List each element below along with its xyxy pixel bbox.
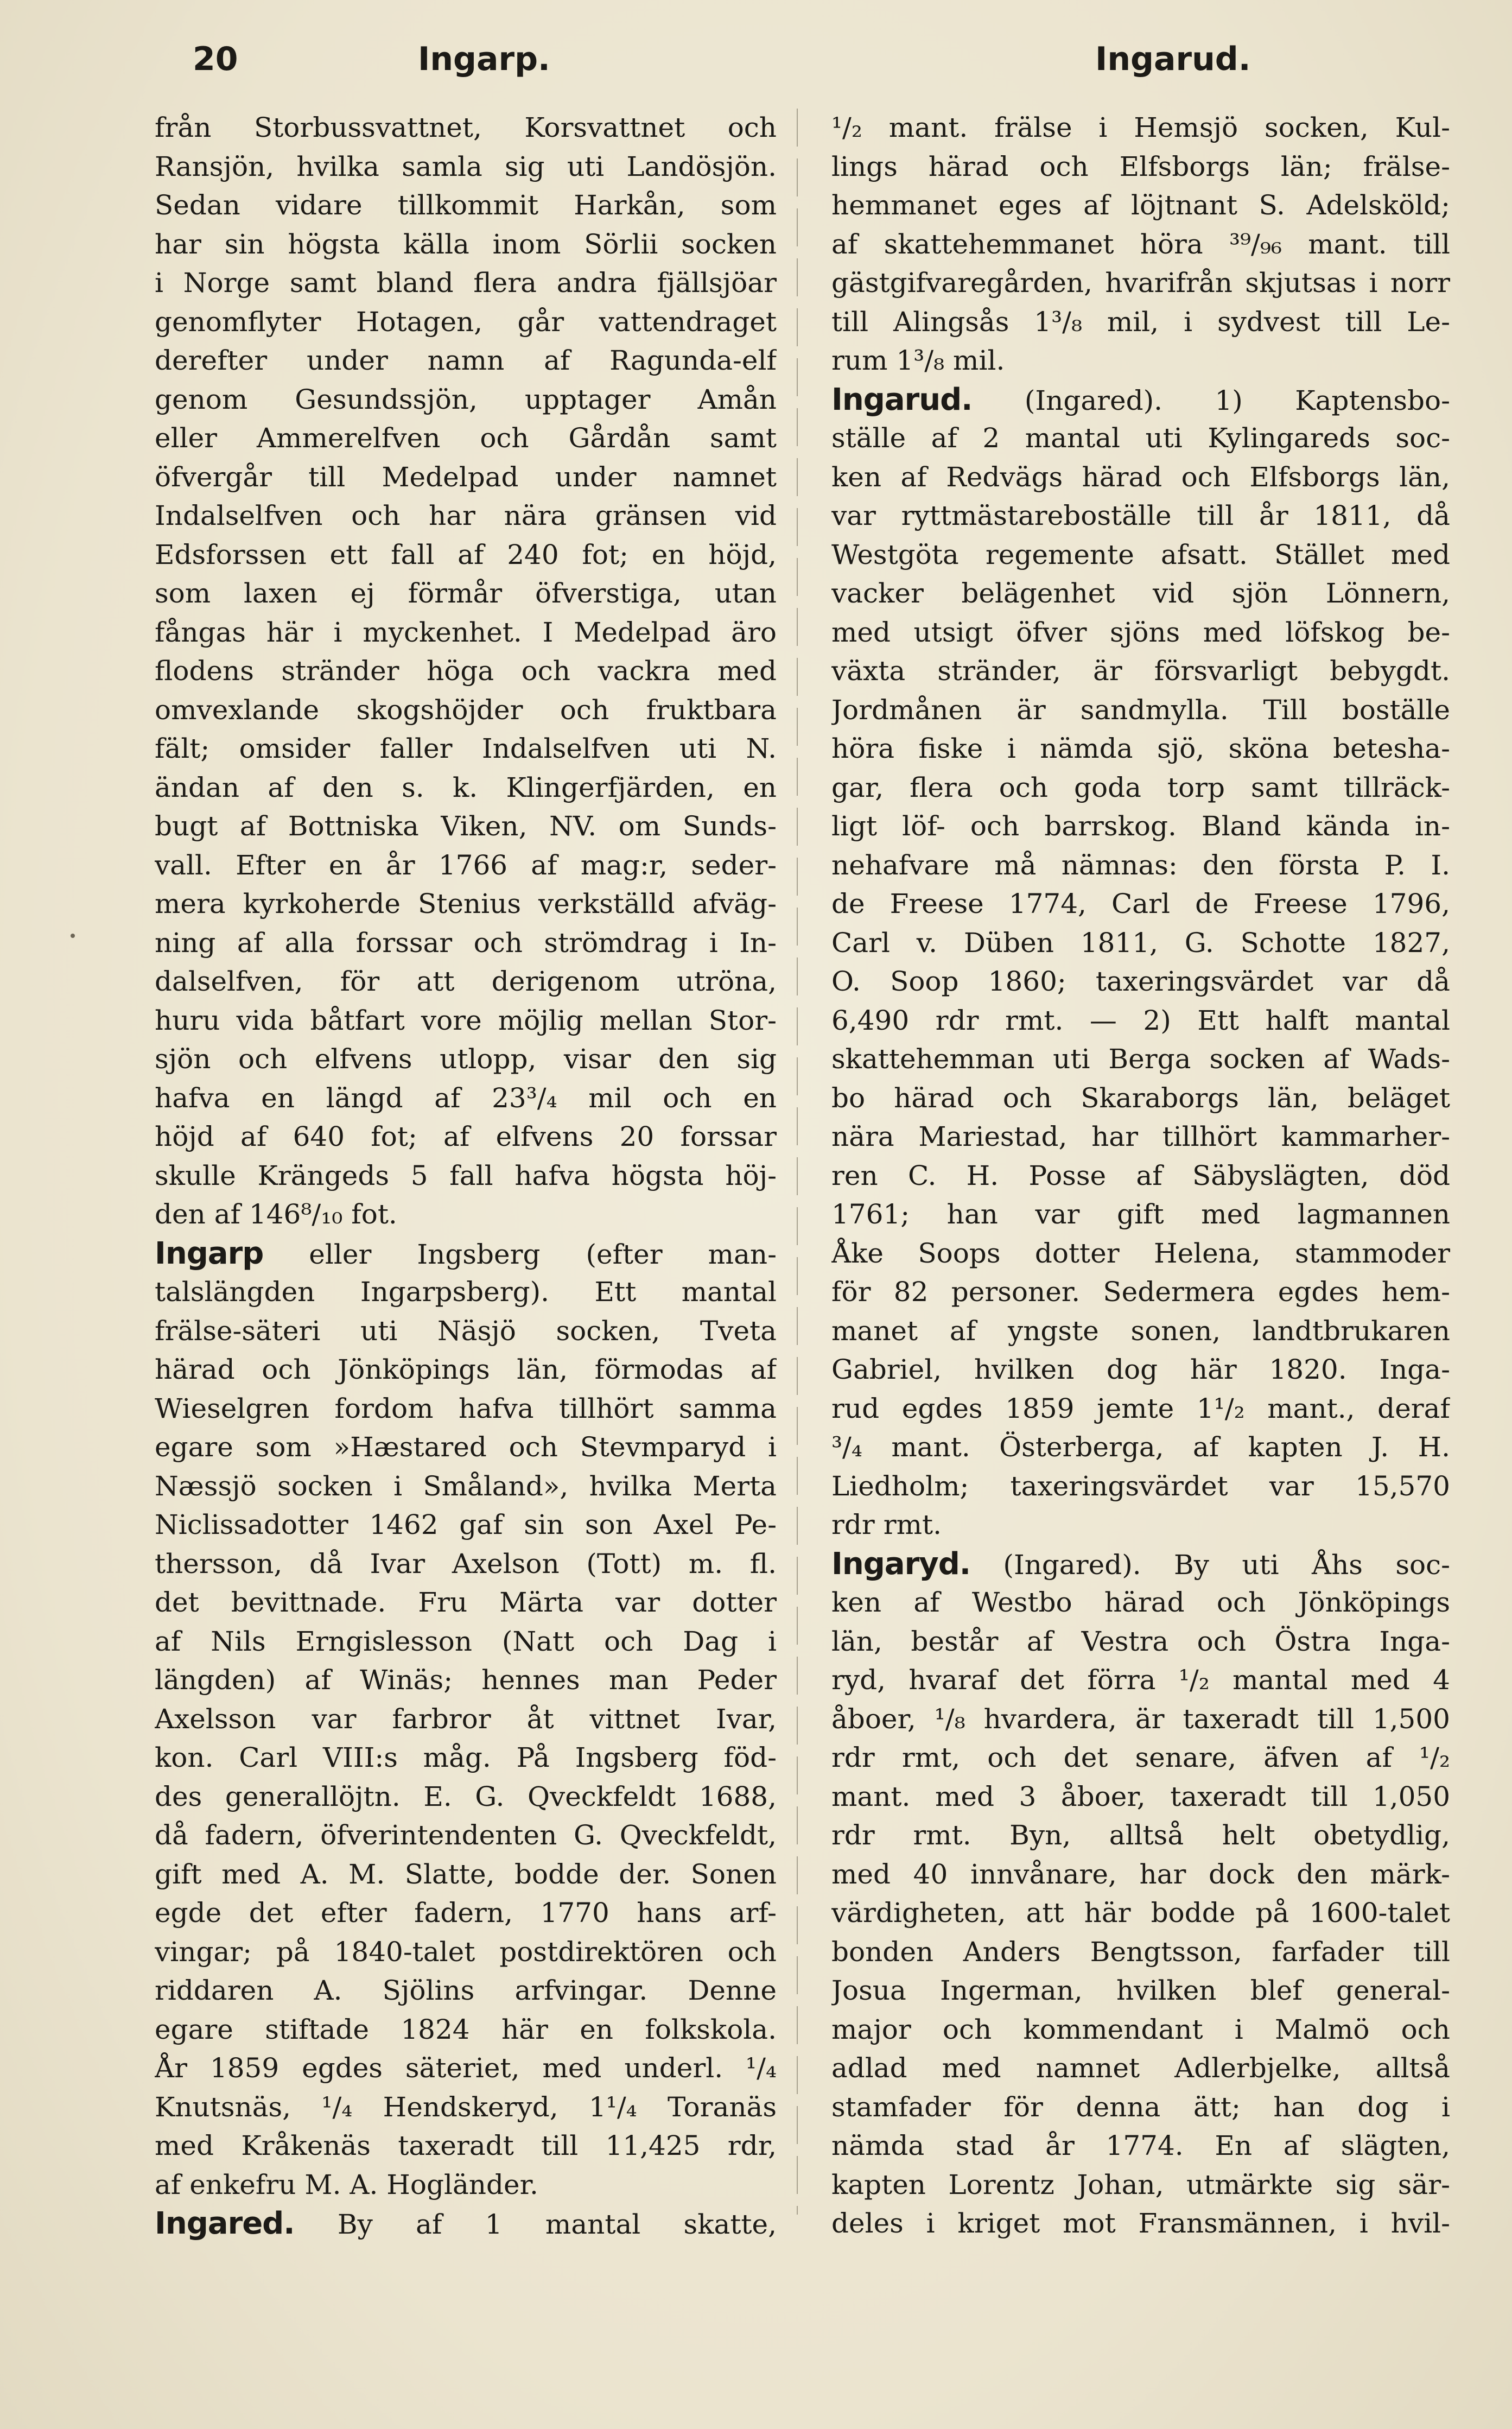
text-line: af enkefru M. A. Hogländer. — [155, 2168, 538, 2200]
text-line: nehafvare må nämnas: den första P. I. — [831, 849, 1450, 881]
text-line: O. Soop 1860; taxeringsvärdet var då — [831, 966, 1450, 997]
text-line: rdr rmt, och det senare, äfven af ¹/₂ — [831, 1742, 1450, 1773]
text-line: från Storbussvattnet, Korsvattnet och — [155, 112, 777, 143]
text-line: Ransjön, hvilka samla sig uti Landösjön. — [155, 150, 777, 182]
text-line: egare stiftade 1824 här en folkskola. — [155, 2013, 777, 2045]
text-line: hafva en längd af 23³/₄ mil och en — [155, 1082, 777, 1114]
text-line: öfvergår till Medelpad under namnet — [155, 461, 777, 493]
text-line: Carl v. Düben 1811, G. Schotte 1827, — [831, 927, 1450, 959]
text-line: omvexlande skogshöjder och fruktbara — [155, 694, 777, 726]
text-line: Westgöta regemente afsatt. Stället med — [831, 538, 1450, 570]
text-line: åboer, ¹/₈ hvardera, är taxeradt till 1,500 — [831, 1703, 1450, 1735]
text-line: bo härad och Skaraborgs län, beläget — [831, 1082, 1450, 1114]
text-line: för 82 personer. Sedermera egdes hem- — [831, 1276, 1450, 1308]
text-line: huru vida båtfart vore möjlig mellan Stor- — [155, 1004, 777, 1036]
text-line: Axelsson var farbror åt vittnet Ivar, — [155, 1703, 777, 1735]
text-line: deles i kriget mot Fransmännen, i hvil- — [831, 2208, 1450, 2239]
text-line: ken af Redvägs härad och Elfsborgs län, — [831, 461, 1450, 493]
text-line: adlad med namnet Adlerbjelke, alltså — [831, 2052, 1450, 2084]
headword: Ingared. — [155, 2206, 295, 2241]
text-line: höra fiske i nämda sjö, sköna betesha- — [831, 733, 1450, 764]
headword: Ingaryd. — [831, 1546, 971, 1582]
text-line: Jordmånen är sandmylla. Till boställe — [831, 694, 1450, 726]
text-line: derefter under namn af Ragunda-elf — [155, 345, 777, 376]
text-line: höjd af 640 fot; af elfvens 20 forssar — [155, 1121, 777, 1152]
running-header — [0, 34, 1512, 88]
text-line: då fadern, öfverintendenten G. Qveckfeldt, — [155, 1819, 777, 1851]
text-line: gästgifvaregården, hvarifrån skjutsas i norr — [831, 267, 1450, 299]
text-line: Ingarud. (Ingared). 1) Kaptensbo- — [831, 382, 1450, 417]
text-line: genom Gesundssjön, upptager Amån — [155, 383, 777, 415]
text-line: gar, flera och goda torp samt tillräck- — [831, 771, 1450, 803]
text-line: Knutsnäs, ¹/₄ Hendskeryd, 1¹/₄ Toranäs — [155, 2091, 777, 2123]
text-line: var ryttmästareboställe till år 1811, då — [831, 500, 1450, 531]
text-line: ligt löf- och barrskog. Bland kända in- — [831, 810, 1450, 842]
text-line: som laxen ej förmår öfverstiga, utan — [155, 578, 777, 609]
text-line: genomflyter Hotagen, går vattendraget — [155, 306, 777, 338]
text-line: stamfader för denna ätt; han dog i — [831, 2091, 1450, 2123]
text-line: rud egdes 1859 jemte 1¹/₂ mant., deraf — [831, 1392, 1450, 1424]
text-line: vall. Efter en år 1766 af mag:r, seder- — [155, 849, 777, 881]
text-line: härad och Jönköpings län, förmodas af — [155, 1354, 777, 1385]
text-line: 6,490 rdr rmt. — 2) Ett halft mantal — [831, 1004, 1450, 1036]
text-line: ken af Westbo härad och Jönköpings — [831, 1587, 1450, 1618]
text-line: dalselfven, för att derigenom utröna, — [155, 966, 777, 997]
text-line: ändan af den s. k. Klingerfjärden, en — [155, 771, 777, 803]
text-line: Edsforssen ett fall af 240 fot; en höjd, — [155, 538, 777, 570]
text-line: flodens stränder höga och vackra med — [155, 655, 777, 687]
text-line: Gabriel, hvilken dog här 1820. Inga- — [831, 1354, 1450, 1385]
text-line: ren C. H. Posse af Säbyslägten, död — [831, 1159, 1450, 1191]
text-line: bugt af Bottniska Viken, NV. om Sunds- — [155, 810, 777, 842]
text-line: ställe af 2 mantal uti Kylingareds soc- — [831, 422, 1450, 454]
text-line: manet af yngste sonen, landtbrukaren — [831, 1315, 1450, 1347]
margin-speck — [71, 934, 75, 938]
text-line: fält; omsider faller Indalselfven uti N. — [155, 733, 777, 764]
text-line: mera kyrkoherde Stenius verkställd afväg- — [155, 888, 777, 919]
text-line: riddaren A. Sjölins arfvingar. Denne — [155, 1975, 777, 2006]
text-line: År 1859 egdes säteriet, med underl. ¹/₄ — [155, 2052, 777, 2084]
text-line: de Freese 1774, Carl de Freese 1796, — [831, 888, 1450, 919]
text-line: major och kommendant i Malmö och — [831, 2013, 1450, 2045]
text-line: eller Ammerelfven och Gårdån samt — [155, 422, 777, 454]
text-line: längden) af Winäs; hennes man Peder — [155, 1664, 777, 1696]
text-line: Niclissadotter 1462 gaf sin son Axel Pe- — [155, 1509, 777, 1540]
text-line: thersson, då Ivar Axelson (Tott) m. fl. — [155, 1548, 777, 1580]
text-line: i Norge samt bland flera andra fjällsjöar — [155, 267, 777, 299]
text-line: kon. Carl VIII:s måg. På Ingsberg föd- — [155, 1742, 777, 1773]
text-line: har sin högsta källa inom Sörlii socken — [155, 228, 777, 260]
text-line: hemmanet eges af löjtnant S. Adelsköld; — [831, 189, 1450, 221]
text-line: rdr rmt. Byn, alltså helt obetydlig, — [831, 1819, 1450, 1851]
text-line: värdigheten, att här bodde på 1600-talet — [831, 1897, 1450, 1929]
column-divider — [797, 109, 798, 2215]
text-line: talslängden Ingarpsberg). Ett mantal — [155, 1276, 777, 1308]
text-line: nämda stad år 1774. En af slägten, — [831, 2130, 1450, 2161]
text-line: vingar; på 1840-talet postdirektören och — [155, 1936, 777, 1968]
text-line: med Kråkenäs taxeradt till 11,425 rdr, — [155, 2130, 777, 2161]
text-line: af Nils Erngislesson (Natt och Dag i — [155, 1625, 777, 1657]
text-line: Åke Soops dotter Helena, stammoder — [831, 1237, 1450, 1269]
text-line: Ingared. By af 1 mantal skatte, — [155, 2206, 777, 2241]
left-text-column — [155, 109, 777, 2243]
text-line: 1761; han var gift med lagmannen — [831, 1198, 1450, 1230]
header-left-title: Ingarp. — [418, 40, 550, 78]
text-line: Næssjö socken i Småland», hvilka Merta — [155, 1470, 777, 1502]
text-line: ¹/₂ mant. frälse i Hemsjö socken, Kul- — [831, 112, 1450, 143]
text-line: ning af alla forssar och strömdrag i In- — [155, 927, 777, 959]
text-line: växta stränder, är försvarligt bebygdt. — [831, 655, 1450, 687]
text-line: nära Mariestad, har tillhört kammarher- — [831, 1121, 1450, 1152]
header-right-title: Ingarud. — [1095, 40, 1251, 78]
text-line: egare som »Hæstared och Stevmparyd i — [155, 1431, 777, 1463]
text-line: bonden Anders Bengtsson, farfader till — [831, 1936, 1450, 1968]
text-line: skulle Krängeds 5 fall hafva högsta höj- — [155, 1159, 777, 1191]
page-number: 20 — [193, 40, 238, 78]
text-line: den af 146⁸/₁₀ fot. — [155, 1198, 397, 1230]
text-line: det bevittnade. Fru Märta var dotter — [155, 1587, 777, 1618]
text-line: kapten Lorentz Johan, utmärkte sig sär- — [831, 2168, 1450, 2200]
text-line: fångas här i myckenhet. I Medelpad äro — [155, 616, 777, 648]
headword: Ingarp — [155, 1235, 264, 1271]
text-line: rum 1³/₈ mil. — [831, 345, 1005, 376]
text-line: skattehemman uti Berga socken af Wads- — [831, 1043, 1450, 1075]
text-line: Josua Ingerman, hvilken blef general- — [831, 1975, 1450, 2006]
text-line: ³/₄ mant. Österberga, af kapten J. H. — [831, 1431, 1450, 1463]
text-line: egde det efter fadern, 1770 hans arf- — [155, 1897, 777, 1929]
text-line: frälse-säteri uti Näsjö socken, Tveta — [155, 1315, 777, 1347]
text-line: Ingarp eller Ingsberg (efter man- — [155, 1235, 777, 1271]
text-line: af skattehemmanet höra ³⁹/₉₆ mant. till — [831, 228, 1450, 260]
text-line: Indalselfven och har nära gränsen vid — [155, 500, 777, 531]
text-line: mant. med 3 åboer, taxeradt till 1,050 — [831, 1780, 1450, 1812]
text-line: Sedan vidare tillkommit Harkån, som — [155, 189, 777, 221]
text-line: vacker belägenhet vid sjön Lönnern, — [831, 578, 1450, 609]
text-line: till Alingsås 1³/₈ mil, i sydvest till Le- — [831, 306, 1450, 338]
text-line: ryd, hvaraf det förra ¹/₂ mantal med 4 — [831, 1664, 1450, 1696]
headword: Ingarud. — [831, 382, 973, 417]
text-line: med 40 innvånare, har dock den märk- — [831, 1858, 1450, 1890]
text-line: Liedholm; taxeringsvärdet var 15,570 — [831, 1470, 1450, 1502]
text-line: län, består af Vestra och Östra Inga- — [831, 1625, 1450, 1657]
text-line: Wieselgren fordom hafva tillhört samma — [155, 1392, 777, 1424]
text-line: des generallöjtn. E. G. Qveckfeldt 1688, — [155, 1780, 777, 1812]
text-line: rdr rmt. — [831, 1509, 942, 1540]
text-line: med utsigt öfver sjöns med löfskog be- — [831, 616, 1450, 648]
text-line: sjön och elfvens utlopp, visar den sig — [155, 1043, 777, 1075]
text-line: lings härad och Elfsborgs län; frälse- — [831, 150, 1450, 182]
text-line: Ingaryd. (Ingared). By uti Åhs soc- — [831, 1546, 1450, 1582]
right-text-column — [831, 109, 1450, 2243]
text-line: gift med A. M. Slatte, bodde der. Sonen — [155, 1858, 777, 1890]
